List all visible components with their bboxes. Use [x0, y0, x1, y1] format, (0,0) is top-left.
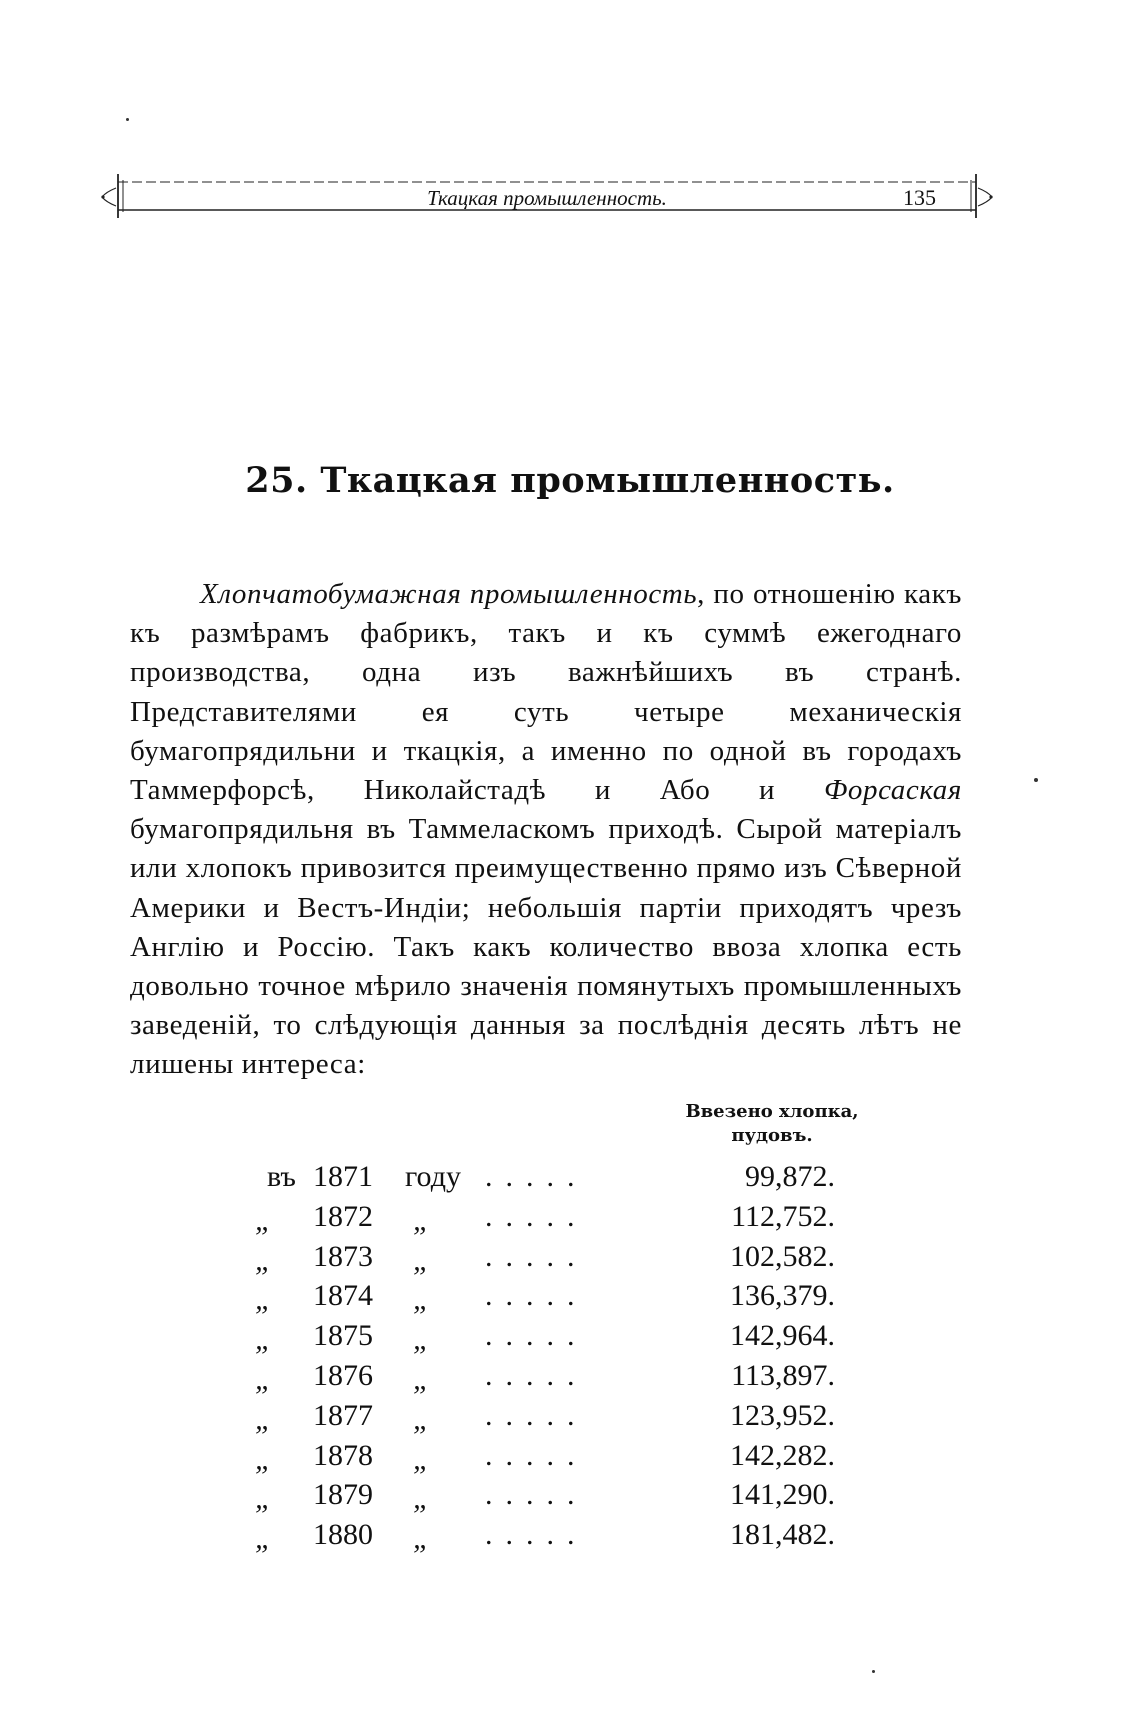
row-value: 142,964.	[730, 1319, 835, 1353]
row-value: 142,282.	[730, 1438, 835, 1472]
ditto-mark: „	[255, 1442, 272, 1476]
row-value: 141,290.	[730, 1478, 835, 1512]
row-year: 1875	[313, 1319, 373, 1353]
section-heading: 25. Ткацкая промышленность.	[245, 460, 895, 501]
dot-leader: .....	[485, 1160, 588, 1193]
ditto-mark: „	[255, 1203, 272, 1237]
paragraph-text-2: бумагопрядильня въ Таммеласкомъ приходѣ. Сырой матеріалъ или хлопокъ привозится преимущественно прямо изъ Сѣверной Америки и Вестъ-Индіи; небольшія партіи приходятъ чрезъ Англію и Россію. Такъ какъ количество ввоза хлопка есть довольно точное мѣрило значенія помянутыхъ промышленныхъ заведеній, то слѣдующія данныя за послѣднія десять лѣтъ не лишены интереса:	[130, 813, 962, 1081]
row-year: 1879	[313, 1478, 373, 1512]
cotton-imports-table	[255, 1160, 835, 1558]
row-year: 1877	[313, 1398, 373, 1432]
table-row	[255, 1399, 835, 1439]
ditto-mark: „	[413, 1323, 430, 1357]
dot-leader: .....	[485, 1518, 588, 1552]
dot-leader: .....	[485, 1239, 588, 1273]
column-header-line-2: пудовъ.	[731, 1125, 813, 1146]
paragraph-text-1: , по отношенію какъ къ размѣрамъ фабрикъ, такъ и къ суммѣ ежегоднаго производства, одна изъ важнѣйшихъ въ странѣ. Представителями ея суть четыре механическія бумагопрядильни и ткацкія, а именно по одной въ городахъ Таммерфорсѣ, Николайстадѣ и Або и	[130, 578, 963, 807]
scan-speck	[126, 118, 129, 121]
ditto-mark: „	[413, 1402, 430, 1436]
ditto-mark: „	[255, 1402, 272, 1436]
dot-leader: .....	[485, 1478, 588, 1512]
table-column-header	[672, 1100, 872, 1148]
dot-leader: .....	[485, 1358, 588, 1392]
row-year: 1874	[313, 1279, 373, 1313]
scan-speck	[872, 1670, 875, 1673]
row-year: 1873	[313, 1239, 373, 1273]
dot-leader: .....	[485, 1279, 588, 1313]
column-header-line-1: Ввезено хлопка,	[685, 1101, 859, 1122]
row-value: 102,582.	[730, 1239, 835, 1273]
italic-term-cotton-industry: Хлопчатобумажная промышленность	[200, 578, 698, 610]
page-number: 135	[903, 185, 936, 210]
ditto-mark: „	[413, 1283, 430, 1317]
dot-leader: .....	[485, 1398, 588, 1432]
dot-leader: .....	[485, 1199, 588, 1233]
ditto-mark: „	[255, 1522, 272, 1556]
table-row	[255, 1518, 835, 1558]
scan-speck	[1034, 778, 1038, 782]
table-row	[255, 1319, 835, 1359]
dot-leader: .....	[485, 1438, 588, 1472]
ditto-mark: „	[413, 1482, 430, 1516]
row-year: 1872	[313, 1199, 373, 1233]
row-value: 99,872.	[745, 1160, 835, 1193]
row-year: 1876	[313, 1358, 373, 1392]
ditto-mark: „	[413, 1203, 430, 1237]
ditto-mark: „	[413, 1442, 430, 1476]
row-value: 123,952.	[730, 1398, 835, 1432]
italic-term-forsaskaya: Форсаская	[823, 774, 962, 807]
row-unit: году	[405, 1160, 461, 1193]
row-value: 112,752.	[731, 1199, 835, 1233]
ditto-mark: „	[255, 1323, 272, 1357]
running-header	[100, 168, 994, 232]
ditto-mark: „	[255, 1283, 272, 1317]
ditto-mark: „	[255, 1362, 272, 1396]
ditto-mark: „	[255, 1482, 272, 1516]
row-prefix: въ	[267, 1160, 296, 1193]
table-row	[255, 1240, 835, 1280]
row-year: 1878	[313, 1438, 373, 1472]
body-paragraph	[130, 575, 962, 1085]
ditto-mark: „	[413, 1362, 430, 1396]
row-value: 181,482.	[730, 1518, 835, 1552]
row-value: 113,897.	[731, 1358, 835, 1392]
dot-leader: .....	[485, 1319, 588, 1353]
row-year: 1880	[313, 1518, 373, 1552]
table-row	[255, 1160, 835, 1200]
table-row	[255, 1359, 835, 1399]
running-title: Ткацкая промышленность.	[427, 186, 667, 210]
ditto-mark: „	[413, 1243, 430, 1277]
table-row	[255, 1279, 835, 1319]
table-row	[255, 1200, 835, 1240]
row-value: 136,379.	[730, 1279, 835, 1313]
ditto-mark: „	[413, 1522, 430, 1556]
ditto-mark: „	[255, 1243, 272, 1277]
table-row	[255, 1478, 835, 1518]
table-row	[255, 1439, 835, 1479]
row-year: 1871	[313, 1160, 373, 1193]
